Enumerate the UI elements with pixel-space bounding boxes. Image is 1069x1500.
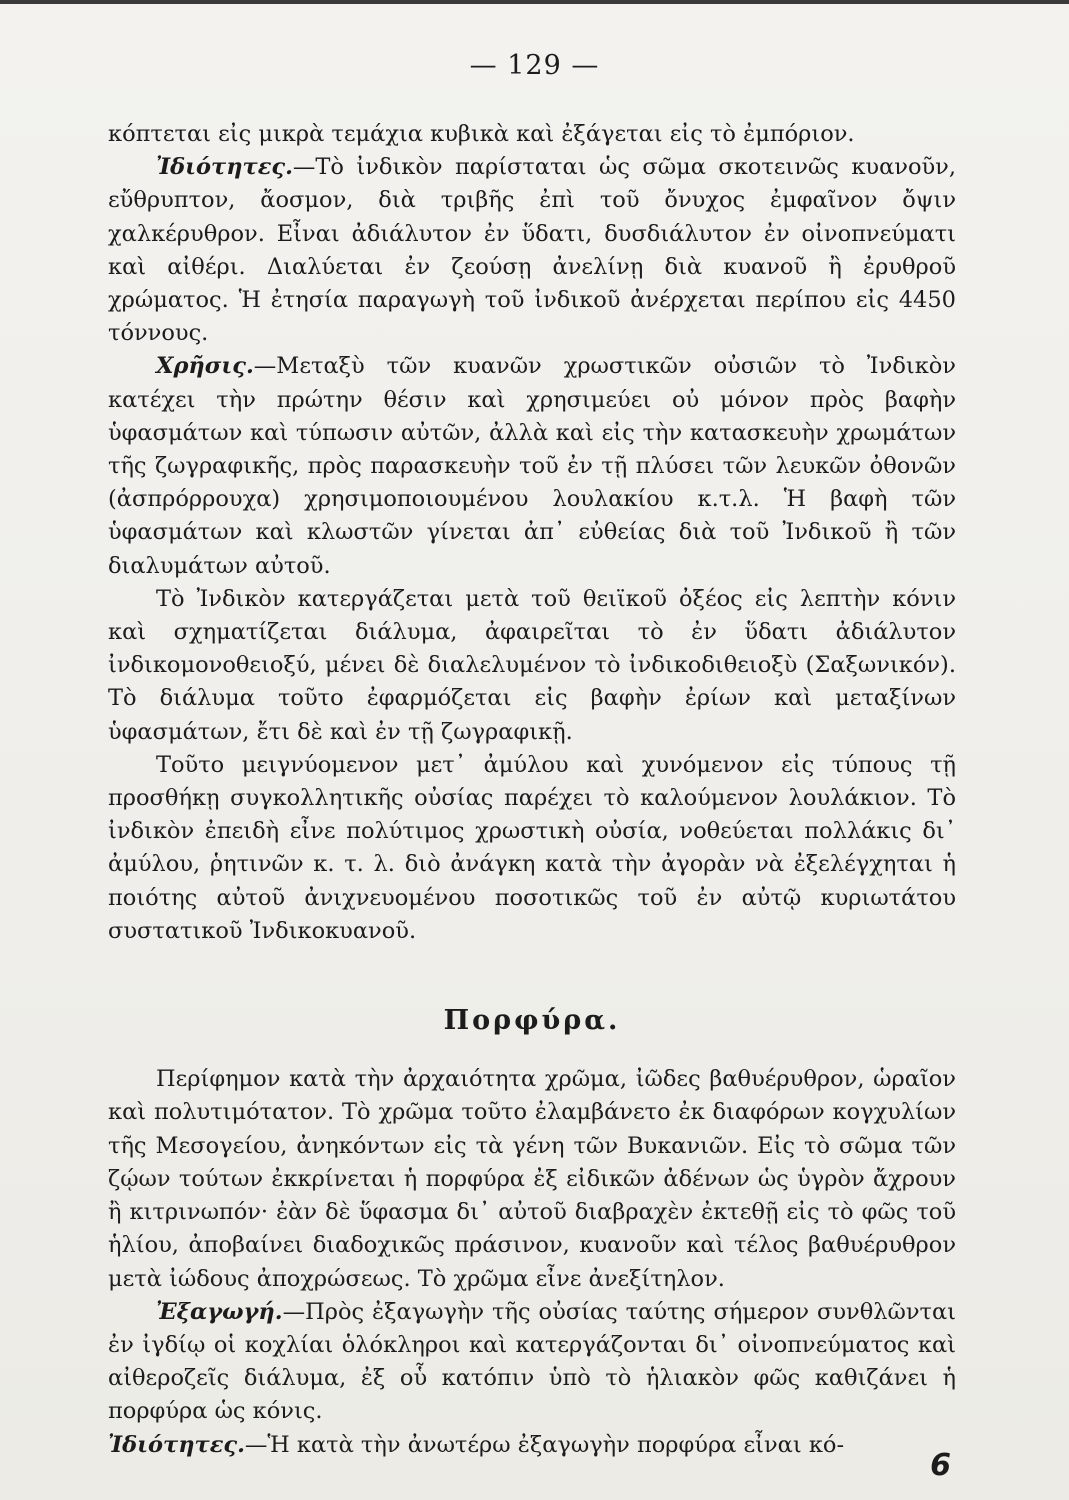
term-use: Χρῆσις. <box>156 353 254 380</box>
paragraph-text: —Μεταξὺ τῶν κυανῶν χρωστικῶν οὐσιῶν τὸ Ἰνδικὸν κατέχει τὴν πρώτην θέσιν καὶ χρησιμεύει οὐ μόνον πρὸς βαφὴν ὑφασμάτων καὶ τύπωσιν αὐτῶν, ἀλλὰ καὶ εἰς τὴν κατασκευὴν χρωμάτων τῆς ζωγραφικῆς, πρὸς παρασκευὴν τοῦ ἐν τῇ πλύσει τῶν λευκῶν ὀθονῶν (ἀσπρόρρουχα) χρησιμοποιουμένου λουλακίου κ.τ.λ. Ἡ βαφὴ τῶν ὑφασμάτων καὶ κλωστῶν γίνεται ἀπ᾽ εὐθείας διὰ τοῦ Ἰνδικοῦ ἢ τῶν διαλυμάτων αὐτοῦ. <box>108 353 956 579</box>
page-number: — 129 — <box>469 50 600 81</box>
term-properties: Ἰδιότητες. <box>156 154 293 181</box>
paragraph-processing: Τὸ Ἰνδικὸν κατεργάζεται μετὰ τοῦ θειϊκοῦ ὀξέος εἰς λεπτὴν κόνιν καὶ σχηματίζεται διάλυμα, ἀφαιρεῖται τὸ ἐν ὕδατι ἀδιάλυτον ἰνδικομονοθειοξύ, μένει δὲ διαλελυμένον τὸ ἰνδικοδιθειοξὺ (Σαξωνικόν). Τὸ διάλυμα τοῦτο ἐφαρμόζεται εἰς βαφὴν ἐρίων καὶ μεταξίνων ὑφασμάτων, ἔτι δὲ καὶ ἐν τῇ ζωγραφικῇ. <box>108 585 956 745</box>
paragraph-text: —Ἡ κατὰ τὴν ἀνωτέρω ἐξαγωγὴν πορφύρα εἶναι κό- <box>244 1431 845 1458</box>
paragraph-adulteration: Τοῦτο μειγνύομενον μετ᾽ ἀμύλου καὶ χυνόμενον εἰς τύπους τῇ προσθήκῃ συγκολλητικῆς οὐσίας παρέχει τὸ καλούμενον λουλάκιον. Τὸ ἰνδικὸν ἐπειδὴ εἶνε πολύτιμος χρωστικὴ οὐσία, νοθεύεται πολλάκις δι᾽ ἀμύλου, ῥητινῶν κ. τ. λ. διὸ ἀνάγκη κατὰ τὴν ἀγορὰν νὰ ἐξελέγχηται ἡ ποιότης αὐτοῦ ἀνιχνευομένου ποσοτικῶς τοῦ ἐν αὐτῷ κυριωτάτου συστατικοῦ Ἰνδικοκυανοῦ. <box>108 751 956 944</box>
paragraph-continuation: κόπτεται εἰς μικρὰ τεμάχια κυβικὰ καὶ ἐξάγεται εἰς τὸ ἐμπόριον. <box>108 121 855 147</box>
paragraph-use <box>108 350 956 582</box>
paragraph-properties-indigo <box>108 151 956 350</box>
paragraph-properties-purple <box>108 1429 956 1462</box>
paragraph-extraction <box>108 1296 956 1429</box>
term-extraction: Ἐξαγωγή. <box>156 1298 283 1325</box>
section-heading-purple: Πορφύρα. <box>443 1005 621 1037</box>
page-body <box>108 118 956 1462</box>
paragraph-text: —Τὸ ἰνδικὸν παρίσταται ὡς σῶμα σκοτεινῶς κυανοῦν, εὔθρυπτον, ἄοσμον, διὰ τριβῆς ἐπὶ τοῦ ὄνυχος ἐμφαῖνον ὄψιν χαλκέρυθρον. Εἶναι ἀδιάλυτον ἐν ὕδατι, δυσδιάλυτον ἐν οἰνοπνεύματι καὶ αἰθέρι. Διαλύεται ἐν ζεούσῃ ἀνελίνῃ διὰ κυανοῦ ἢ ἐρυθροῦ χρώματος. Ἡ ἐτησία παραγωγὴ τοῦ ἰνδικοῦ ἀνέρχεται περίπου εἰς 4450 τόννους. <box>108 154 956 347</box>
top-edge-line <box>0 0 1069 4</box>
signature-mark: 6 <box>930 1448 951 1483</box>
paragraph-purple-intro: Περίφημον κατὰ τὴν ἀρχαιότητα χρῶμα, ἰῶδες βαθυέρυθρον, ὡραῖον καὶ πολυτιμότατον. Τὸ χρῶμα τοῦτο ἐλαμβάνετο ἐκ διαφόρων κογχυλίων τῆς Μεσογείου, ἀνηκόντων εἰς τὰ γένη τῶν Βυκανιῶν. Εἰς τὸ σῶμα τῶν ζῴων τούτων ἐκκρίνεται ἡ πορφύρα ἐξ εἰδικῶν ἀδένων ὡς ὑγρὸν ἄχρουν ἢ κιτρινωπόν· ἐὰν δὲ ὕφασμα δι᾽ αὐτοῦ διαβραχὲν ἐκτεθῇ εἰς τὸ φῶς τοῦ ἡλίου, ἀποβαίνει διαδοχικῶς πράσινον, κυανοῦν καὶ τέλος βαθυέρυθρον μετὰ ἰώδους ἀποχρώσεως. Τὸ χρῶμα εἶνε ἀνεξίτηλον. <box>108 1066 956 1292</box>
paragraph-text: —Πρὸς ἐξαγωγὴν τῆς οὐσίας ταύτης σήμερον συνθλῶνται ἐν ἰγδίῳ οἱ κοχλίαι ὁλόκληροι καὶ κατεργάζονται δι᾽ οἰνοπνεύματος καὶ αἰθεροζεῖς διάλυμα, ἐξ οὗ κατόπιν ὑπὸ τὸ ἡλιακὸν φῶς καθιζάνει ἡ πορφύρα ὡς κόνις. <box>108 1298 956 1425</box>
term-properties: Ἰδιότητες. <box>108 1431 245 1458</box>
